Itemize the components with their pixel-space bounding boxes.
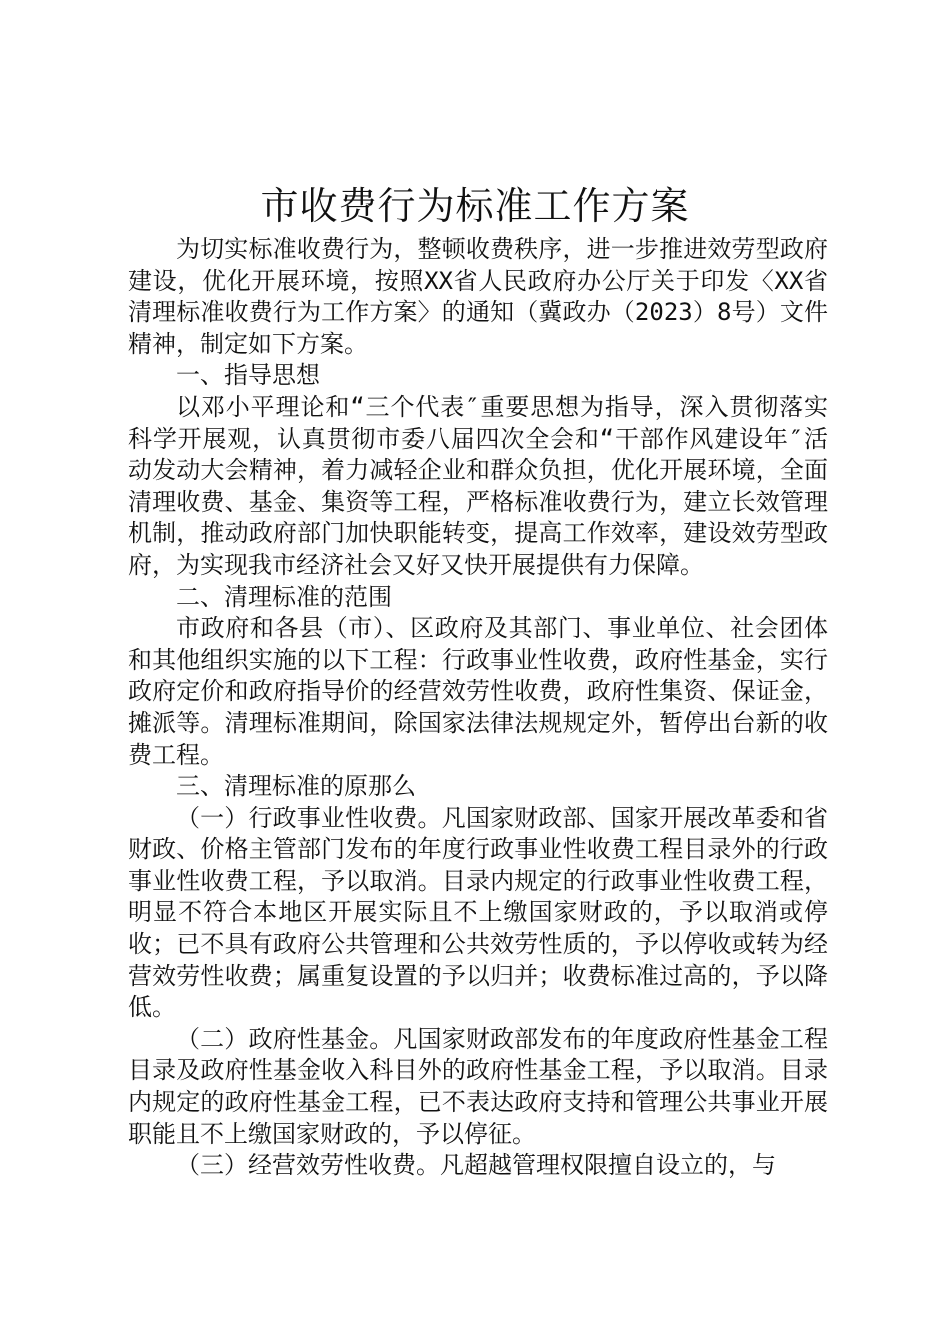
principle-administrative-fees-paragraph: （一）行政事业性收费。凡国家财政部、国家开展改革委和省财政、价格主管部门发布的年度行政事业性收费工程目录外的行政事业性收费工程，予以取消。目录内规定的行政事业性收费工程，明显不符合本地区开展实际且不上缴国家财政的，予以取消或停收；已不具有政府公共管理和公共效劳性质的，予以停收或转为经营效劳性收费；属重复设置的予以归并；收费标准过高的，予以降低。 <box>128 803 828 1022</box>
intro-paragraph: 为切实标准收费行为，整顿收费秩序，进一步推进效劳型政府建设，优化开展环境，按照XX省人民政府办公厅关于印发〈XX省清理标准收费行为工作方案〉的通知（冀政办（2023）8号）文件精神，制定如下方案。 <box>128 235 828 358</box>
principle-government-funds-paragraph: （二）政府性基金。凡国家财政部发布的年度政府性基金工程目录及政府性基金收入科目外的政府性基金工程，予以取消。目录内规定的政府性基金工程，已不表达政府支持和管理公共事业开展职能且不上缴国家财政的，予以停征。 <box>128 1024 828 1148</box>
section-heading-scope: 二、清理标准的范围 <box>176 582 392 611</box>
principle-service-fees-paragraph: （三）经营效劳性收费。凡超越管理权限擅自设立的，与 <box>176 1151 776 1180</box>
section-heading-principles: 三、清理标准的原那么 <box>176 772 416 801</box>
document-body <box>128 234 828 1182</box>
document-title: 市收费行为标准工作方案 <box>260 184 690 228</box>
guiding-ideology-paragraph: 以邓小平理论和“三个代表″重要思想为指导，深入贯彻落实科学开展观，认真贯彻市委八届四次全会和“干部作风建设年″活动发动大会精神，着力减轻企业和群众负担，优化开展环境，全面清理收费、基金、集资等工程，严格标准收费行为，建立长效管理机制，推动政府部门加快职能转变，提高工作效率，建设效劳型政府，为实现我市经济社会又好又快开展提供有力保障。 <box>128 392 828 579</box>
section-heading-guiding-ideology: 一、指导思想 <box>176 361 320 390</box>
scope-paragraph: 市政府和各县（市）、区政府及其部门、事业单位、社会团体和其他组织实施的以下工程：行政事业性收费，政府性基金，实行政府定价和政府指导价的经营效劳性收费，政府性集资、保证金，摊派等。清理标准期间，除国家法律法规规定外，暂停出台新的收费工程。 <box>128 614 828 769</box>
